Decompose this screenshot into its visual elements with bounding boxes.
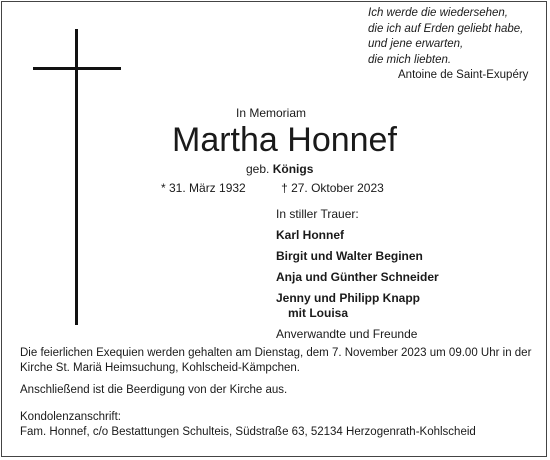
mourning-intro: In stiller Trauer: xyxy=(276,207,359,221)
quote-line: und jene erwarten, xyxy=(368,38,464,50)
quote-block xyxy=(368,6,543,84)
condolence-address: Fam. Honnef, c/o Bestattungen Schulteis, Südstraße 63, 52134 Herzogenrath-Kohlscheid xyxy=(20,426,476,438)
quote-line: Ich werde die wiedersehen, xyxy=(368,7,508,19)
mourners-block xyxy=(276,207,439,342)
condolence-label: Kondolenzanschrift: xyxy=(20,411,122,423)
mourner-name: Birgit und Walter Beginen xyxy=(276,249,423,263)
deceased-name: Martha Honnef xyxy=(172,121,397,159)
mourner-family-line: mit Louisa xyxy=(288,306,349,320)
mourner-family xyxy=(276,291,439,321)
mourning-tail: Anverwandte und Freunde xyxy=(276,327,418,341)
cross-horizontal-bar xyxy=(33,67,121,70)
mourner-name: Anja und Günther Schneider xyxy=(276,270,439,284)
quote-line: die mich liebten. xyxy=(368,53,452,66)
birth-name xyxy=(246,162,313,176)
quote-line: die ich auf Erden geliebt habe, xyxy=(368,22,524,35)
burial-text: Anschließend ist die Beerdigung von der Kirche aus. xyxy=(20,384,288,396)
funeral-text: Die feierlichen Exequien werden gehalten am Dienstag, dem 7. November 2023 um 09.00 Uhr in der Kirche St. Mariä Heimsuchung, Kohlscheid-Kämpchen. xyxy=(20,347,532,374)
birth-name-prefix: geb. xyxy=(246,162,270,176)
cross-vertical-bar xyxy=(75,29,78,325)
birth-date: * 31. März 1932 xyxy=(161,181,246,195)
condolence-block xyxy=(20,410,532,440)
memoriam-label: In Memoriam xyxy=(236,106,307,120)
life-dates xyxy=(161,181,384,195)
mourner-family-line: Jenny und Philipp Knapp xyxy=(276,291,420,305)
mourner-name: Karl Honnef xyxy=(276,228,345,242)
birth-name-value: Königs xyxy=(272,162,314,176)
death-date: † 27. Oktober 2023 xyxy=(281,181,384,195)
quote-author: Antoine de Saint-Exupéry xyxy=(398,69,529,81)
